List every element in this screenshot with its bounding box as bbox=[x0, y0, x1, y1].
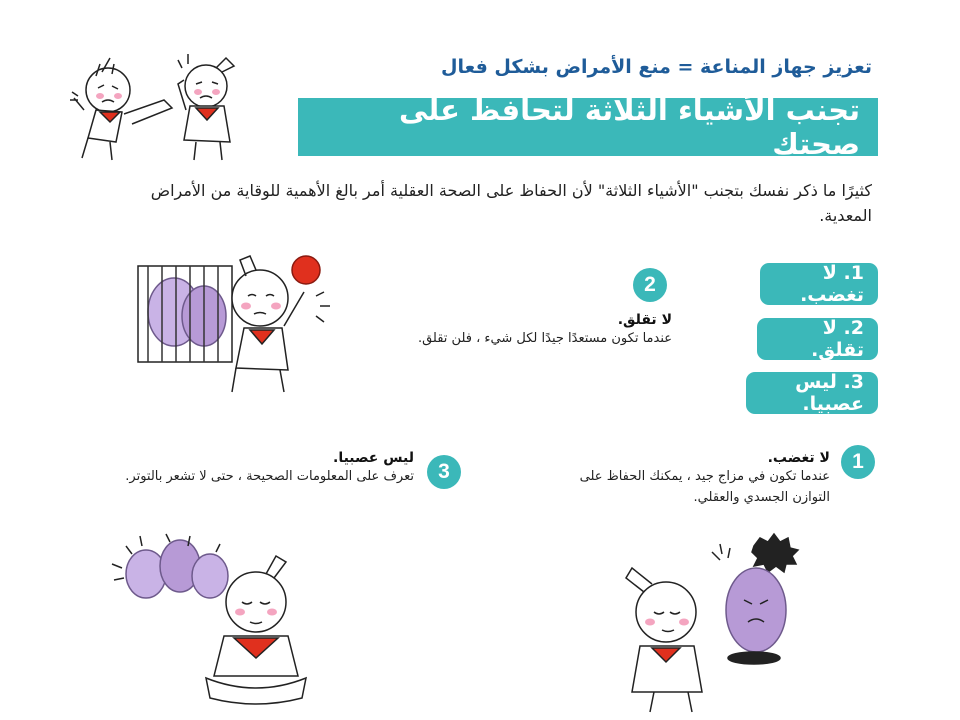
illustration-calm-kid bbox=[106, 528, 326, 708]
list-item-label: 1. لا تغضب. bbox=[800, 262, 864, 306]
tip-title: لا تغضب. bbox=[767, 450, 830, 466]
tip-not-nervous bbox=[119, 450, 414, 487]
tip-number-badge: 1 bbox=[841, 445, 875, 479]
list-item-dont-be-angry bbox=[760, 263, 878, 305]
tip-title: ليس عصبيا. bbox=[333, 450, 414, 466]
tip-dont-be-angry bbox=[540, 450, 830, 508]
tip-number-badge: 3 bbox=[427, 455, 461, 489]
title-banner bbox=[298, 93, 878, 161]
illustration-angry-kids bbox=[66, 48, 256, 163]
illustration-worried-kid bbox=[134, 246, 334, 396]
list-item-label: 2. لا تقلق. bbox=[811, 317, 864, 361]
tip-body: تعرف على المعلومات الصحيحة ، حتى لا تشعر بالتوتر. bbox=[125, 469, 414, 484]
intro-paragraph: كثيرًا ما ذكر نفسك بتجنب "الأشياء الثلاثة" لأن الحفاظ على الصحة العقلية أمر بالغ الأهمية للوقاية من الأمراض المعدية. bbox=[150, 181, 872, 225]
tip-number-badge: 2 bbox=[633, 268, 667, 302]
page-subtitle: تعزيز جهاز المناعة = منع الأمراض بشكل فعال bbox=[440, 56, 872, 78]
tip-title: لا تقلق. bbox=[617, 312, 672, 328]
list-item-dont-worry bbox=[757, 318, 878, 360]
illustration-happy-kid bbox=[604, 530, 814, 716]
page-title: تجنب الأشياء الثلاثة لتحافظ على صحتك bbox=[398, 93, 860, 161]
tip-body: عندما تكون في مزاج جيد ، يمكنك الحفاظ على التوازن الجسدي والعقلي. bbox=[579, 469, 830, 505]
tip-body: عندما تكون مستعدًا جيدًا لكل شيء ، فلن تقلق. bbox=[417, 331, 672, 346]
list-item-label: 3. ليس عصبيا. bbox=[795, 371, 864, 415]
tip-dont-worry bbox=[352, 312, 672, 349]
list-item-not-nervous bbox=[746, 372, 878, 414]
